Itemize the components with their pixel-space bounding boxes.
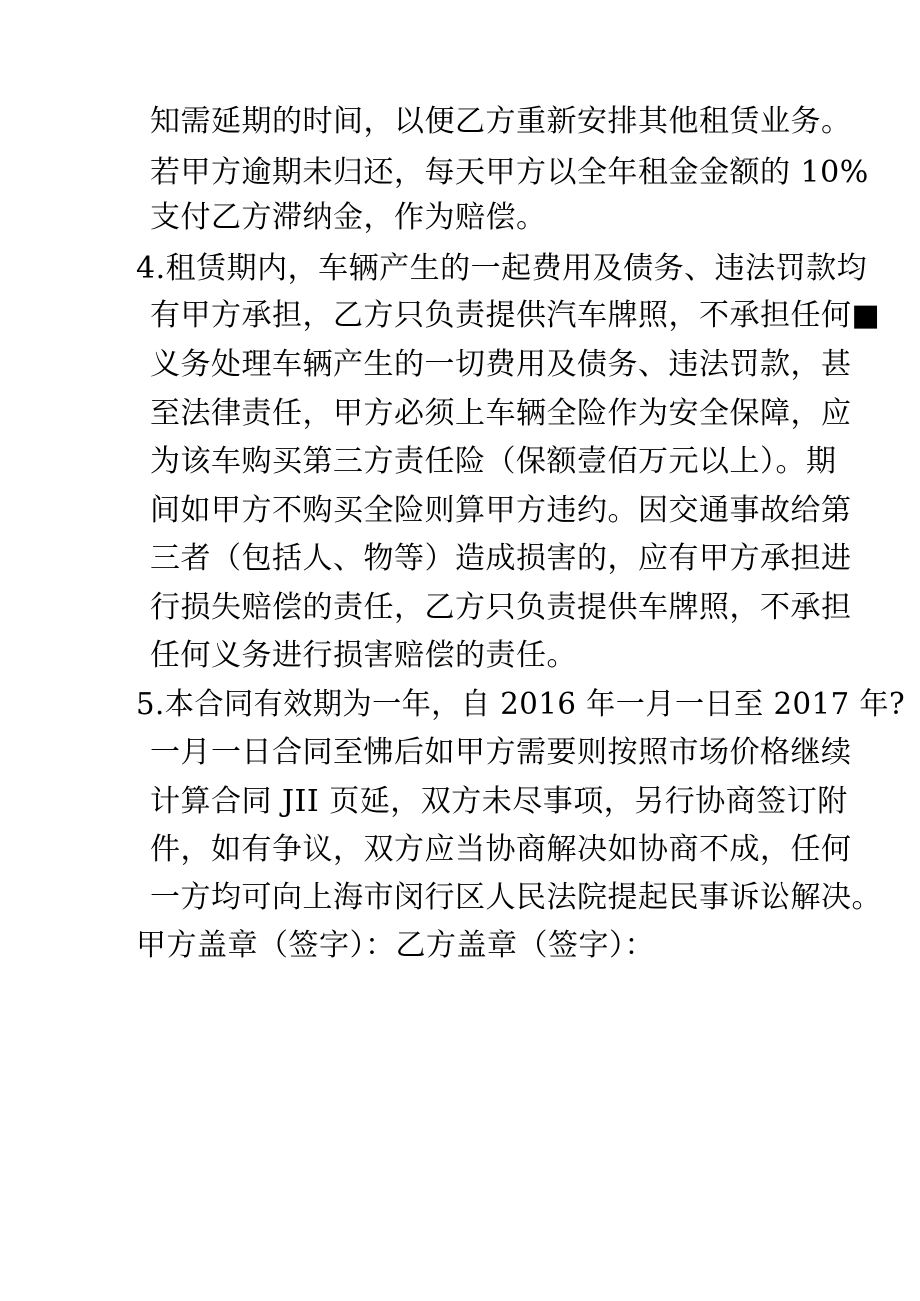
paragraph-line: 三者（包括人、物等）造成损害的，应有甲方承担进 [150,541,852,576]
paragraph-line: 一月一日合同至怫后如甲方需要则按照市场价格继续 [150,735,852,770]
paragraph-line: 一方均可向上海市闵行区人民法院提起民事诉讼解决。 [150,880,882,915]
paragraph-line: 支付乙方滞纳金，作为赔偿。 [150,200,547,235]
paragraph-line: 间如甲方不购买全险则算甲方违约。因交通事故给第 [150,493,852,528]
paragraph-line: 义务处理车辆产生的一切费用及债务、违法罚款，甚 [150,347,852,382]
paragraph-line: 件，如有争议，双方应当协商解决如协商不成，任何 [150,832,852,867]
paragraph-line: 为该车购买第三方责任险（保额壹佰万元以上）。期 [150,444,837,479]
paragraph-line: 知需延期的时间，以便乙方重新安排其他租赁业务。 [150,104,852,139]
signature-line: 甲方盖章（签字）：乙方盖章（签字）： [136,928,655,963]
clause-4-start: 4.租赁期内，车辆产生的一起费用及债务、违法罚款均 [136,251,868,286]
paragraph-line: 计算合同 JII 页延，双方未尽事项，另行协商签订附 [150,784,848,819]
paragraph-line: 有甲方承担，乙方只负责提供汽车牌照，不承担任何■ [150,298,881,333]
paragraph-line: 行损失赔偿的责任，乙方只负责提供车牌照，不承担 [150,590,852,625]
paragraph-line: 若甲方逾期未归还，每天甲方以全年租金金额的 10% [150,155,869,190]
clause-5-start: 5.本合同有效期为一年，自 2016 年一月一日至 2017 年? [136,687,906,722]
paragraph-line: 至法律责任，甲方必须上车辆全险作为安全保障，应 [150,396,852,431]
paragraph-line: 任何义务进行损害赔偿的责任。 [150,638,577,673]
